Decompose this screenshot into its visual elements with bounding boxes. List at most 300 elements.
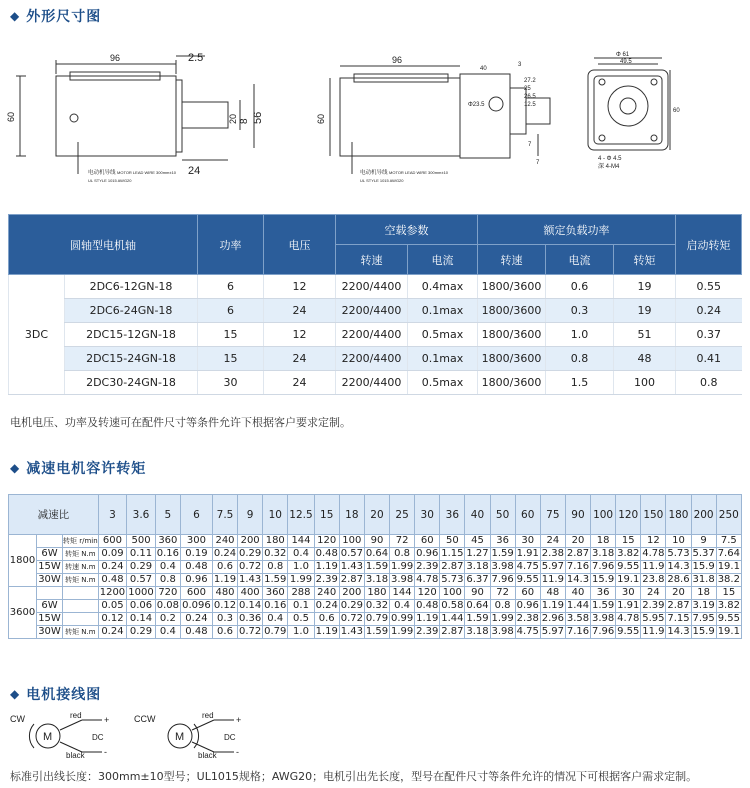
torque-cell: 11.9 (642, 626, 665, 637)
torque-cell: 7.16 (566, 561, 590, 572)
spec-row (9, 347, 742, 371)
torque-cell: 288 (288, 587, 314, 600)
diamond-bullet-icon: ◆ (10, 687, 21, 701)
spec-cell-rspeed: 1800/3600 (478, 299, 546, 323)
d1-dim-flange: 56 (252, 111, 264, 124)
torque-cell: 7.96 (491, 574, 514, 585)
torque-cell: 0.2 (155, 613, 180, 626)
torque-cell: 1.59 (591, 600, 615, 611)
spec-cell-torque: 19 (614, 275, 676, 299)
spec-row (9, 323, 742, 347)
col-torque: 转矩 (614, 245, 676, 275)
torque-power-label (37, 587, 63, 600)
torque-cell: 0.05 (98, 600, 127, 613)
torque-cell: 120 (415, 587, 440, 600)
torque-cell: 24 (540, 535, 565, 548)
torque-cell: 3.18 (466, 561, 489, 572)
spec-cell-power: 15 (198, 347, 264, 371)
torque-cell: 5.97 (541, 561, 564, 572)
torque-cell: 3.98 (491, 561, 514, 572)
d3-dim-45: 4 - Φ 4.5 (598, 156, 622, 162)
spec-cell-power: 6 (198, 299, 264, 323)
torque-cell: 0.14 (238, 600, 262, 611)
spec-cell-torque: 48 (614, 347, 676, 371)
torque-cell: 480 (212, 587, 237, 600)
torque-cell: 0.14 (127, 613, 156, 626)
torque-power-label: 15W (38, 613, 61, 624)
torque-cell: 2.39 (642, 600, 665, 611)
torque-cell: 2.96 (541, 613, 564, 624)
torque-cell: 15 (716, 587, 741, 600)
torque-cell: 6.37 (466, 574, 489, 585)
spec-cell-start: 0.55 (676, 275, 742, 299)
torque-cell: 1.99 (491, 613, 514, 624)
torque-cell: 0.11 (127, 548, 156, 561)
torque-cell: 0.72 (238, 626, 262, 637)
d2-dim-125: 12.5 (524, 102, 536, 108)
ccw-motor: M (175, 731, 185, 743)
torque-ratio: 60 (515, 495, 540, 535)
torque-cell: 0.19 (180, 548, 212, 561)
spec-cell-model: 2DC15-24GN-18 (65, 347, 198, 371)
torque-ratio: 75 (540, 495, 565, 535)
torque-title-text: 减速电机容许转矩 (26, 461, 147, 477)
torque-cell: 1.59 (365, 561, 389, 572)
d1-dim-shaft: 8 (239, 118, 250, 124)
spec-cell-rspeed: 1800/3600 (478, 347, 546, 371)
spec-cell-power: 6 (198, 275, 264, 299)
torque-cell: 3.98 (390, 574, 414, 585)
d2-dim-length: 96 (392, 55, 403, 65)
cw-plus: + (104, 715, 110, 725)
torque-row (9, 548, 742, 561)
torque-cell: 1.19 (416, 613, 439, 624)
torque-cell: 0.48 (180, 561, 212, 574)
spec-group-label: 3DC (9, 275, 65, 395)
torque-cell: 240 (212, 535, 237, 548)
torque-cell: 0.24 (180, 613, 212, 626)
torque-cell: 3.19 (692, 600, 715, 611)
col-voltage: 电压 (264, 215, 336, 275)
torque-unit-label: 转矩 N.m (63, 548, 99, 561)
spec-cell-power: 15 (198, 323, 264, 347)
d1-dim-shaft-len: 24 (188, 165, 201, 177)
torque-cell: 72 (390, 535, 415, 548)
torque-cell: 180 (364, 587, 389, 600)
torque-cell: 9.55 (717, 613, 740, 624)
torque-cell: 360 (263, 587, 288, 600)
diamond-bullet-icon: ◆ (10, 9, 21, 23)
spec-note: 电机电压、功率及转速可在配件尺寸等条件允许下根据客户要求定制。 (10, 416, 351, 429)
d2-lead-label: 电动机导线 (360, 170, 388, 176)
torque-cell: 2.39 (315, 574, 338, 585)
torque-cell: 7.5 (716, 535, 741, 548)
spec-row (9, 371, 742, 395)
torque-cell: 720 (155, 587, 180, 600)
torque-cell: 3.98 (591, 613, 615, 624)
col-speed: 转速 (336, 245, 408, 275)
d2-dim-shaft: Φ23.5 (468, 102, 485, 108)
spec-cell-voltage: 12 (264, 323, 336, 347)
torque-cell: 90 (465, 587, 490, 600)
torque-ratio-label: 减速比 (9, 495, 99, 535)
dimensions-title-text: 外形尺寸图 (26, 9, 102, 25)
col-current: 电流 (408, 245, 478, 275)
d2-dim-40: 40 (480, 66, 487, 72)
torque-cell: 1.91 (516, 548, 539, 559)
torque-cell: 9 (691, 535, 716, 548)
drawing-flange-front (580, 34, 750, 204)
cw-dc: DC (92, 733, 104, 742)
torque-cell: 4.78 (416, 574, 439, 585)
torque-cell: 7.96 (591, 626, 615, 637)
torque-cell: 1.99 (390, 561, 414, 572)
torque-cell: 14.3 (667, 626, 690, 637)
spec-cell-speed: 2200/4400 (336, 299, 408, 323)
torque-cell: 5.73 (667, 548, 690, 559)
torque-cell: 100 (440, 587, 465, 600)
torque-cell: 0.32 (365, 600, 389, 611)
torque-cell: 7.15 (667, 613, 690, 624)
torque-cell: 3.98 (491, 626, 514, 637)
torque-cell: 4.75 (516, 561, 539, 572)
torque-cell: 0.8 (390, 548, 415, 561)
torque-cell: 7.96 (591, 561, 615, 572)
torque-cell: 9.55 (617, 561, 640, 572)
d1-dim-gap: 2.5 (188, 52, 204, 64)
torque-section-title (10, 458, 146, 478)
torque-cell: 19.1 (717, 561, 740, 572)
wiring-note: 标准引出线长度：300mm±10型号；UL1015规格；AWG20；电机引出先长度，型号在配件尺寸等条件允许的情况下可根据客户需求定制。 (10, 770, 698, 783)
spec-cell-current: 0.1max (408, 347, 478, 371)
torque-cell: 0.48 (416, 600, 439, 611)
torque-cell: 0.16 (156, 548, 179, 559)
torque-cell: 0.64 (466, 600, 489, 611)
torque-cell: 200 (339, 587, 364, 600)
d1-dim-length: 96 (110, 53, 121, 63)
torque-cell: 2.39 (416, 561, 439, 572)
d3-dim-61: Φ 61 (616, 52, 630, 58)
d2-lead-spec: UL STYLE 1015 AWG20 (360, 178, 404, 183)
torque-table (8, 494, 742, 639)
torque-unit-label: 转矩 N.m (63, 574, 99, 587)
d2-dim-272: 27.2 (524, 78, 536, 84)
spec-cell-voltage: 24 (264, 299, 336, 323)
cw-motor: M (43, 731, 53, 743)
spec-row (9, 299, 742, 323)
d1-dim-body: 60 (6, 111, 16, 122)
torque-cell: 0.8 (263, 561, 288, 574)
torque-cell: 48 (540, 587, 565, 600)
spec-cell-rcurrent: 0.8 (546, 347, 614, 371)
torque-cell: 15.9 (692, 561, 715, 572)
torque-cell: 50 (440, 535, 465, 548)
torque-cell: 0.29 (238, 548, 262, 559)
torque-cell: 0.6 (212, 561, 237, 574)
spec-cell-start: 0.37 (676, 323, 742, 347)
torque-cell: 90 (364, 535, 389, 548)
torque-row (9, 613, 742, 626)
torque-cell: 1000 (128, 587, 154, 598)
spec-cell-rcurrent: 1.0 (546, 323, 614, 347)
spec-cell-current: 0.5max (408, 371, 478, 395)
wiring-title-text: 电机接线图 (26, 687, 102, 703)
torque-cell: 28.6 (667, 574, 690, 585)
torque-power-label: 30W (38, 626, 61, 637)
torque-cell: 600 (180, 587, 212, 600)
torque-ratio: 120 (616, 495, 641, 535)
torque-cell: 20 (666, 587, 691, 600)
torque-unit-label (63, 600, 99, 613)
spec-cell-model: 2DC6-24GN-18 (65, 299, 198, 323)
torque-ratio: 18 (339, 495, 364, 535)
torque-cell: 0.12 (213, 600, 237, 611)
dimensions-section-title (10, 6, 101, 26)
torque-cell: 0.24 (98, 561, 127, 574)
spec-cell-rspeed: 1800/3600 (478, 323, 546, 347)
torque-cell: 2.87 (566, 548, 590, 559)
torque-cell: 1.0 (288, 626, 314, 639)
col-rated: 额定负载功率 (478, 215, 676, 245)
spec-row (9, 275, 742, 299)
spec-cell-voltage: 24 (264, 347, 336, 371)
torque-cell: 23.8 (642, 574, 665, 585)
spec-cell-speed: 2200/4400 (336, 371, 408, 395)
spec-cell-torque: 19 (614, 299, 676, 323)
d1-lead-label: 电动机导线 (88, 170, 116, 176)
torque-ratio: 3 (98, 495, 127, 535)
torque-ratio: 3.6 (127, 495, 156, 535)
torque-cell: 2.87 (340, 574, 363, 585)
torque-cell: 36 (490, 535, 515, 548)
torque-cell: 144 (288, 535, 314, 548)
d1-lead-spec: UL STYLE 1015 AWG20 (88, 178, 132, 183)
ccw-minus: - (236, 747, 239, 757)
spec-cell-start: 0.24 (676, 299, 742, 323)
d2-dim-3: 3 (518, 62, 522, 68)
spec-cell-model: 2DC30-24GN-18 (65, 371, 198, 395)
torque-ratio: 200 (691, 495, 716, 535)
torque-cell: 15.9 (692, 626, 715, 637)
d2-dim-7: 7 (528, 142, 532, 148)
torque-ratio: 25 (390, 495, 415, 535)
torque-power-label: 30W (38, 574, 61, 585)
torque-cell: 1.19 (213, 574, 237, 585)
torque-cell: 0.64 (365, 548, 389, 559)
torque-cell: 1.43 (238, 574, 262, 585)
spec-cell-model: 2DC6-12GN-18 (65, 275, 198, 299)
torque-cell: 400 (238, 587, 263, 600)
torque-unit-label: 转矩 N.m (63, 626, 99, 639)
torque-power-label: 6W (37, 600, 63, 613)
torque-cell: 15.9 (591, 574, 615, 585)
torque-cell: 0.96 (180, 574, 212, 587)
d3-label-60: 60 (673, 108, 680, 114)
torque-row (9, 535, 742, 548)
torque-unit-label: 转速 N.m (63, 561, 99, 574)
torque-ratio: 30 (415, 495, 440, 535)
torque-cell: 0.5 (288, 613, 314, 626)
torque-ratio: 90 (565, 495, 590, 535)
torque-cell: 0.4 (263, 613, 288, 626)
torque-cell: 4.75 (516, 626, 539, 637)
torque-cell: 45 (465, 535, 490, 548)
torque-unit-label: 转矩 r/min (63, 535, 99, 548)
torque-cell: 300 (180, 535, 212, 548)
torque-cell: 0.29 (127, 626, 156, 639)
torque-cell: 2.87 (667, 600, 690, 611)
wiring-diagrams (10, 710, 410, 760)
col-power: 功率 (198, 215, 264, 275)
torque-cell: 3.18 (466, 626, 489, 637)
torque-speed-label: 1800 (9, 535, 37, 587)
torque-cell: 15 (616, 535, 641, 548)
torque-cell: 144 (390, 587, 415, 600)
torque-cell: 0.3 (212, 613, 237, 626)
col-start: 启动转矩 (676, 215, 742, 275)
wiring-section-title (10, 684, 101, 704)
torque-cell: 600 (98, 535, 127, 548)
torque-ratio: 6 (180, 495, 212, 535)
torque-cell: 240 (314, 587, 339, 600)
d3-dim-m4: 深 4-M4 (598, 164, 620, 170)
torque-cell: 9.55 (617, 626, 640, 637)
col-rspeed: 转速 (478, 245, 546, 275)
torque-cell: 60 (515, 587, 540, 600)
d1-lead-label-en: MOTOR LEAD WIRE 300mm±10 (117, 170, 177, 175)
torque-ratio: 50 (490, 495, 515, 535)
ccw-dc: DC (224, 733, 236, 742)
cw-label: CW (10, 714, 25, 724)
torque-cell: 0.24 (315, 600, 338, 611)
torque-cell: 1.27 (466, 548, 489, 559)
spec-cell-rcurrent: 0.6 (546, 275, 614, 299)
torque-cell: 0.1 (288, 600, 314, 613)
d2-dim-small: 7 (536, 160, 540, 166)
d2-dim-265: 26.5 (524, 94, 536, 100)
torque-cell: 0.8 (155, 574, 180, 587)
torque-cell: 500 (127, 535, 156, 548)
torque-cell: 1.44 (566, 600, 590, 611)
col-model: 圆轴型电机轴 (9, 215, 198, 275)
torque-cell: 0.4 (155, 626, 180, 639)
torque-cell: 0.29 (340, 600, 363, 611)
spec-cell-speed: 2200/4400 (336, 323, 408, 347)
torque-cell: 5.97 (541, 626, 564, 637)
torque-cell: 2.39 (416, 626, 439, 637)
spec-cell-speed: 2200/4400 (336, 347, 408, 371)
torque-cell: 1.91 (617, 600, 640, 611)
torque-ratio: 20 (364, 495, 389, 535)
torque-cell: 1.43 (340, 561, 363, 572)
torque-cell: 200 (238, 535, 263, 548)
torque-cell: 0.32 (264, 548, 287, 559)
torque-cell: 72 (490, 587, 515, 600)
torque-cell: 1.19 (315, 626, 338, 637)
torque-cell: 12 (641, 535, 666, 548)
torque-cell: 0.58 (441, 600, 464, 611)
spec-cell-rspeed: 1800/3600 (478, 275, 546, 299)
torque-cell: 7.95 (692, 613, 715, 624)
torque-ratio: 15 (314, 495, 339, 535)
torque-power-label (37, 535, 63, 548)
d1-dim-20: 20 (228, 113, 238, 124)
torque-cell: 20 (565, 535, 590, 548)
torque-cell: 2.38 (516, 613, 539, 624)
torque-cell: 0.72 (238, 561, 262, 572)
torque-cell: 1.99 (390, 626, 414, 637)
d2-dim-25: 25 (524, 86, 531, 92)
torque-cell: 18 (591, 535, 616, 548)
spec-cell-voltage: 12 (264, 275, 336, 299)
torque-cell: 0.4 (390, 600, 415, 613)
torque-cell: 9.55 (516, 574, 539, 585)
torque-cell: 31.8 (692, 574, 715, 585)
spec-cell-start: 0.8 (676, 371, 742, 395)
torque-unit-label (63, 587, 99, 600)
torque-cell: 1.99 (288, 574, 314, 587)
torque-cell: 0.6 (314, 613, 339, 626)
torque-row (9, 561, 742, 574)
torque-cell: 0.4 (288, 548, 314, 561)
torque-cell: 24 (641, 587, 666, 600)
torque-cell: 0.79 (264, 626, 287, 637)
torque-ratio: 180 (666, 495, 691, 535)
torque-cell: 40 (565, 587, 590, 600)
torque-cell: 0.79 (365, 613, 389, 624)
spec-cell-rcurrent: 0.3 (546, 299, 614, 323)
torque-cell: 0.36 (238, 613, 262, 624)
torque-power-label: 6W (37, 548, 63, 561)
torque-cell: 0.96 (516, 600, 539, 611)
col-noload: 空载参数 (336, 215, 478, 245)
torque-cell: 0.24 (213, 548, 237, 559)
ccw-label: CCW (134, 714, 156, 724)
torque-ratio: 5 (155, 495, 180, 535)
torque-row (9, 600, 742, 613)
spec-cell-rspeed: 1800/3600 (478, 371, 546, 395)
torque-cell: 0.08 (156, 600, 179, 611)
spec-cell-torque: 100 (614, 371, 676, 395)
torque-cell: 7.16 (566, 626, 590, 637)
d2-dim-body: 60 (316, 113, 326, 124)
torque-cell: 5.73 (441, 574, 464, 585)
spec-cell-current: 0.1max (408, 299, 478, 323)
torque-cell: 0.16 (264, 600, 287, 611)
torque-header-row (9, 495, 742, 535)
torque-cell: 5.95 (642, 613, 665, 624)
ccw-black: black (198, 751, 217, 760)
torque-cell: 120 (314, 535, 339, 548)
torque-cell: 0.6 (212, 626, 237, 639)
torque-cell: 1.59 (264, 574, 287, 585)
torque-cell: 1.59 (466, 613, 489, 624)
torque-cell: 180 (263, 535, 288, 548)
torque-cell: 0.57 (340, 548, 363, 559)
torque-cell: 3.82 (717, 600, 740, 611)
spec-cell-current: 0.5max (408, 323, 478, 347)
torque-ratio: 36 (440, 495, 465, 535)
drawing-motor-section (310, 34, 560, 204)
torque-cell: 4.78 (617, 613, 640, 624)
torque-ratio: 150 (641, 495, 666, 535)
spec-cell-voltage: 24 (264, 371, 336, 395)
cw-black: black (66, 751, 85, 760)
ccw-red: red (202, 711, 214, 720)
torque-cell: 1.19 (541, 600, 564, 611)
torque-cell: 60 (415, 535, 440, 548)
torque-cell: 1.15 (441, 548, 464, 559)
